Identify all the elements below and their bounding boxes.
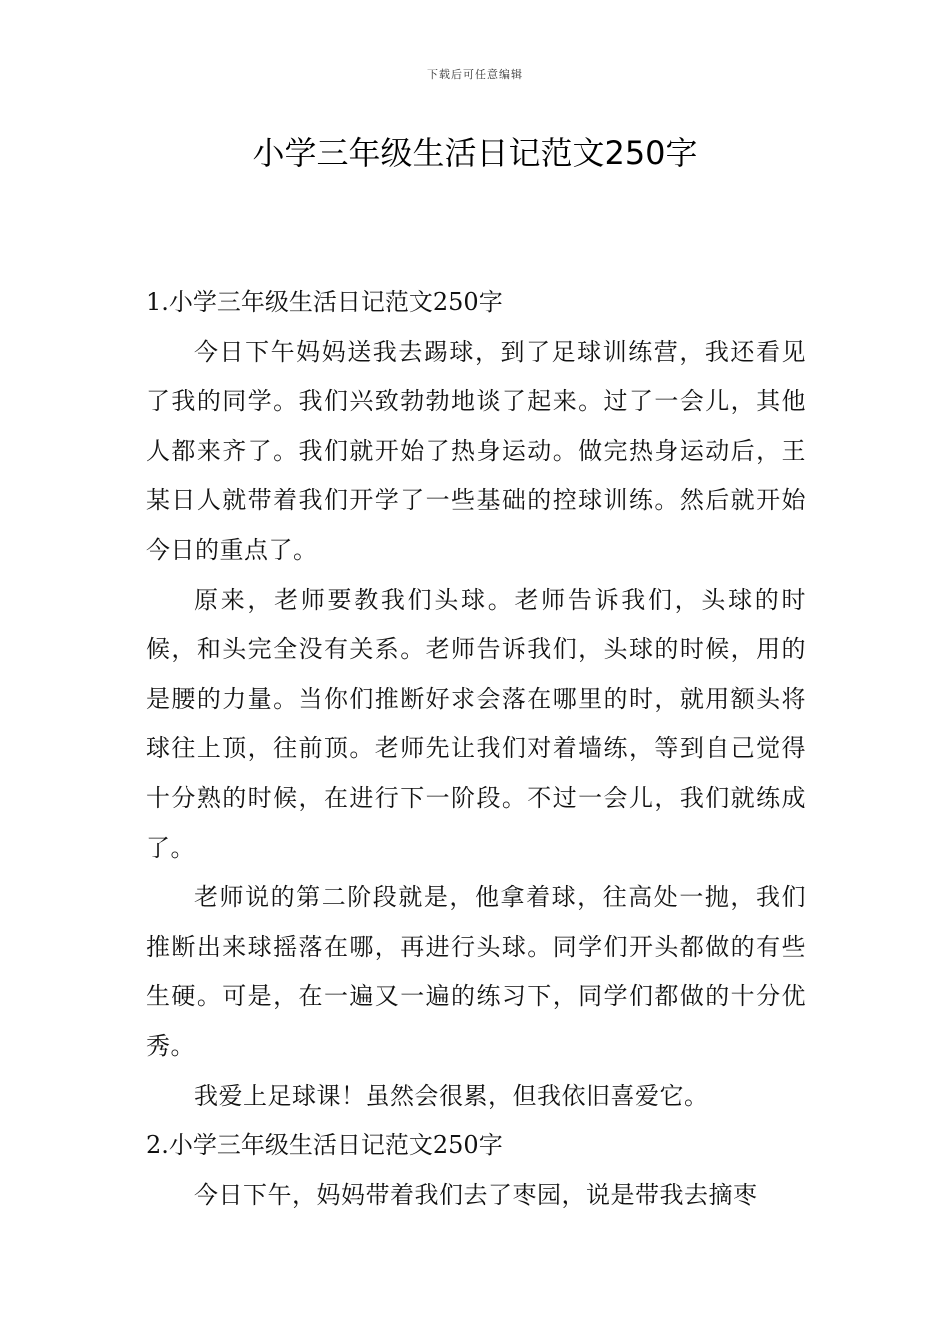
- paragraph: 我爱上足球课！虽然会很累，但我依旧喜爱它。: [194, 1081, 709, 1110]
- section-heading-1: 1.小学三年级生活日记范文250字: [146, 288, 503, 316]
- header-note: 下载后可任意编辑: [427, 68, 523, 81]
- section-heading-2: 2.小学三年级生活日记范文250字: [146, 1131, 503, 1160]
- paragraph: 今日下午，妈妈带着我们去了枣园，说是带我去摘枣: [194, 1180, 758, 1209]
- paragraph: 原来，老师要教我们头球。老师告诉我们，头球的时候，和头完全没有关系。老师告诉我们，头球的时候，用的是腰的力量。当你们推断好求会落在哪里的时，就用额头将球往上顶，往前顶。老师先让我们对着墙练，等到自己觉得十分熟的时候，在进行下一阶段。不过一会儿，我们就练成了。: [146, 585, 806, 862]
- paragraph: 老师说的第二阶段就是，他拿着球，往高处一抛，我们推断出来球摇落在哪，再进行头球。同学们开头都做的有些生硬。可是，在一遍又一遍的练习下，同学们都做的十分优秀。: [146, 883, 806, 1060]
- document-body: [146, 278, 806, 1220]
- document-title: 小学三年级生活日记范文250字: [252, 134, 698, 172]
- paragraph: 今日下午妈妈送我去踢球，到了足球训练营，我还看见了我的同学。我们兴致勃勃地谈了起来。过了一会儿，其他人都来齐了。我们就开始了热身运动。做完热身运动后，王某日人就带着我们开学了一些基础的控球训练。然后就开始今日的重点了。: [146, 337, 806, 564]
